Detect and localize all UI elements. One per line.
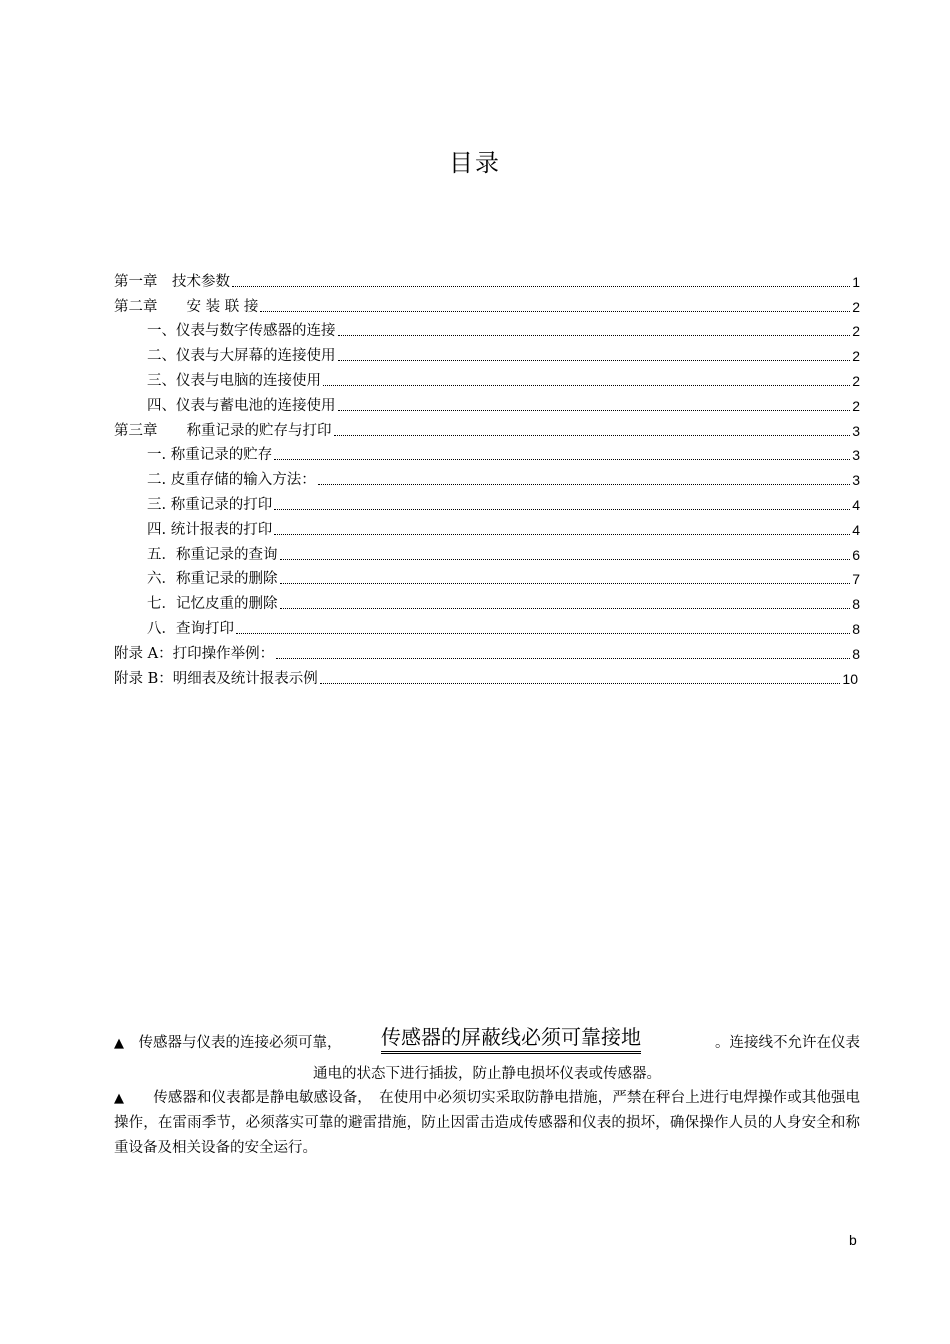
toc-entry-label: 四. 统计报表的打印 xyxy=(147,521,273,538)
toc-dot-leader xyxy=(274,534,850,535)
toc-entry-page: 3 xyxy=(852,472,860,489)
toc-entry[interactable] xyxy=(114,613,860,638)
note-shielding-text-c: 。连接线不允许在仪表 xyxy=(715,1035,860,1051)
toc-entry-page: 1 xyxy=(852,273,860,290)
toc-dot-leader xyxy=(318,484,850,485)
toc-entry-label: 四、仪表与蓄电池的连接使用 xyxy=(147,397,336,414)
toc-entry[interactable] xyxy=(114,588,860,613)
toc-entry-label: 第一章 技术参数 xyxy=(114,273,230,290)
toc-dot-leader xyxy=(338,335,851,336)
toc-dot-leader xyxy=(338,360,851,361)
toc-dot-leader xyxy=(338,410,851,411)
toc-entry[interactable] xyxy=(114,489,860,514)
note-shielding-emphasis: 传感器的屏蔽线必须可靠接地 xyxy=(381,1021,641,1054)
toc-entry-label: 一、仪表与数字传感器的连接 xyxy=(147,323,336,340)
toc-entry[interactable] xyxy=(114,291,860,316)
toc-entry-label: 附录 B：明细表及统计报表示例 xyxy=(114,670,318,687)
toc-dot-leader xyxy=(274,459,850,460)
toc-entry-page: 10 xyxy=(842,670,858,687)
toc-dot-leader xyxy=(334,435,851,436)
toc-entry-page: 8 xyxy=(852,645,860,662)
warning-triangle-icon: ▲ xyxy=(114,1091,125,1106)
toc-entry-page: 2 xyxy=(852,348,860,365)
toc-dot-leader xyxy=(280,608,851,609)
toc-entry-label: 五．称重记录的查询 xyxy=(147,546,278,563)
toc-entry-page: 2 xyxy=(852,397,860,414)
page-title: 目录 xyxy=(449,149,501,177)
toc-dot-leader xyxy=(280,583,851,584)
toc-entry-label: 二. 皮重存储的输入方法： xyxy=(147,472,316,489)
toc-entry-page: 3 xyxy=(852,447,860,464)
toc-entry-label: 附录 A：打印操作举例： xyxy=(114,645,275,662)
toc-entry-label: 三. 称重记录的打印 xyxy=(147,496,273,513)
warning-triangle-icon: ▲ xyxy=(114,1036,124,1051)
toc-entry[interactable] xyxy=(114,440,860,465)
toc-entry[interactable] xyxy=(114,340,860,365)
toc-entry-page: 4 xyxy=(852,496,860,513)
toc-entry-label: 六．称重记录的删除 xyxy=(147,571,278,588)
table-of-contents xyxy=(114,266,860,688)
toc-entry-label: 三、仪表与电脑的连接使用 xyxy=(147,372,321,389)
toc-dot-leader xyxy=(323,385,850,386)
toc-entry-label: 七．记忆皮重的删除 xyxy=(147,596,278,613)
toc-entry-label: 一. 称重记录的贮存 xyxy=(147,447,273,464)
toc-entry-label: 第二章 安 装 联 接 xyxy=(114,298,259,315)
footer-page-number: b xyxy=(849,1232,857,1248)
toc-dot-leader xyxy=(280,559,851,560)
note-shielding-intro xyxy=(114,1031,342,1052)
toc-entry[interactable] xyxy=(114,266,860,291)
toc-dot-leader xyxy=(276,658,850,659)
toc-entry-page: 6 xyxy=(852,546,860,563)
note-shielding-continuation: 通电的状态下进行插拔，防止静电损坏仪表或传感器。 xyxy=(313,1066,661,1082)
toc-dot-leader xyxy=(260,311,850,312)
safety-notes xyxy=(114,1016,860,1161)
toc-entry[interactable] xyxy=(114,464,860,489)
toc-entry[interactable] xyxy=(114,390,860,415)
toc-entry[interactable] xyxy=(114,638,860,663)
toc-entry-page: 3 xyxy=(852,422,860,439)
toc-entry-page: 2 xyxy=(852,323,860,340)
note-shielding-text-a: 传感器与仪表的连接必须可靠， xyxy=(138,1035,342,1051)
note-shielding xyxy=(114,1016,860,1052)
toc-entry-page: 4 xyxy=(852,521,860,538)
note-static-text: 传感器和仪表都是静电敏感设备， 在使用中必须切实采取防静电措施，严禁在秤台上进行电焊操作或其他强电操作，在雷雨季节，必须落实可靠的避雷措施，防止因雷击造成传感器和仪表的损坏，确保操作人员的人身安全和称重设备及相关设备的安全运行。 xyxy=(114,1090,861,1156)
toc-dot-leader xyxy=(236,633,850,634)
toc-entry-label: 第三章 称重记录的贮存与打印 xyxy=(114,422,332,439)
toc-dot-leader xyxy=(232,286,850,287)
toc-entry-page: 8 xyxy=(852,620,860,637)
toc-entry[interactable] xyxy=(114,663,860,688)
toc-entry-page: 8 xyxy=(852,596,860,613)
toc-entry[interactable] xyxy=(114,539,860,564)
note-static xyxy=(114,1086,860,1161)
toc-entry-page: 2 xyxy=(852,298,860,315)
toc-dot-leader xyxy=(320,683,841,684)
toc-entry[interactable] xyxy=(114,415,860,440)
toc-entry[interactable] xyxy=(114,564,860,589)
toc-entry[interactable] xyxy=(114,514,860,539)
toc-entry-label: 八．查询打印 xyxy=(147,620,234,637)
toc-entry[interactable] xyxy=(114,316,860,341)
toc-entry-label: 二、仪表与大屏幕的连接使用 xyxy=(147,348,336,365)
toc-entry-page: 2 xyxy=(852,372,860,389)
toc-entry[interactable] xyxy=(114,365,860,390)
toc-dot-leader xyxy=(274,509,850,510)
toc-entry-page: 7 xyxy=(852,571,860,588)
